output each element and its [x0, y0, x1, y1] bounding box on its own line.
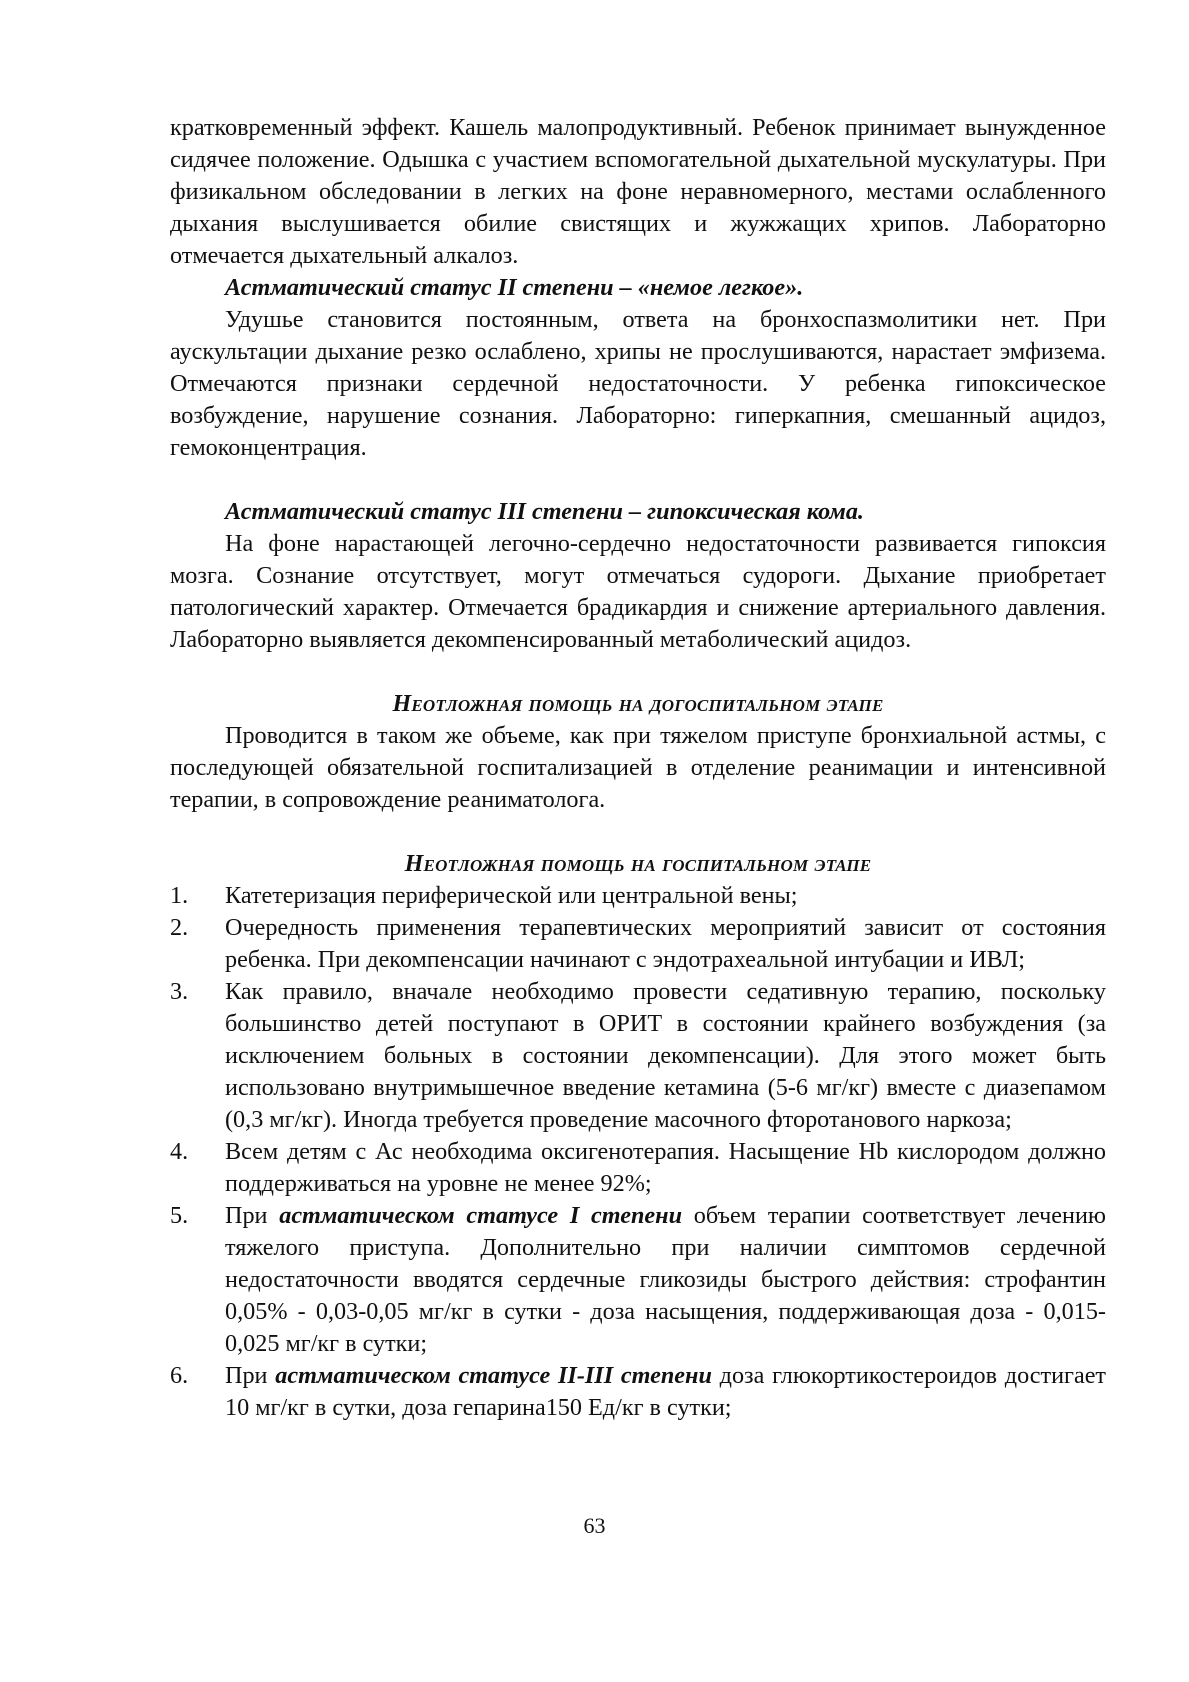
list-item-body: [225, 1200, 1106, 1360]
prehospital-section-title: Неотложная помощь на догоспитальном этапе: [392, 691, 884, 717]
list-item-text: Как правило, вначале необходимо провести седативную терапию, поскольку большинство детей поступают в ОРИТ в состоянии крайнего возбуждения (за исключением больных в состоянии декомпенсации). Для этого может быть использовано внутримышечное введение кетамина (5-6 мг/кг) вместе с диазепамом (0,3 мг/кг). Иногда требуется проведение масочного фторотанового наркоза;: [225, 978, 1106, 1133]
list-item-emphasis: астматическом статусе II-III степени: [275, 1362, 712, 1389]
list-item: [170, 912, 1106, 976]
spacer: [170, 464, 1106, 496]
prehospital-paragraph: Проводится в таком же объеме, как при тяжелом приступе бронхиальной астмы, с последующей обязательной госпитализацией в отделение реанимации и интенсивной терапии, в сопровождение реаниматолога.: [170, 722, 1106, 813]
spacer: [170, 656, 1106, 688]
list-item-emphasis: астматическом статусе I степени: [279, 1202, 683, 1229]
list-item-number: 5.: [170, 1202, 189, 1229]
intro-paragraph: кратковременный эффект. Кашель малопродуктивный. Ребенок принимает вынужденное сидячее положение. Одышка с участием вспомогательной дыхательной мускулатуры. При физикальном обследовании в легких на фоне неравномерного, местами ослабленного дыхания выслушивается обилие свистящих и жужжащих хрипов. Лабораторно отмечается дыхательный алкалоз.: [170, 114, 1106, 269]
hospital-steps-list: [170, 880, 1106, 1424]
list-item: [170, 1200, 1106, 1360]
list-item-text: объем терапии соответствует лечению тяжелого приступа. Дополнительно при наличии симптомов сердечной недостаточности вводятся сердечные гликозиды быстрого действия: строфантин 0,05% - 0,03-0,05 мг/кг в сутки - доза насыщения, поддерживающая доза - 0,015-0,025 мг/кг в сутки;: [225, 1202, 1106, 1357]
list-item-text: Катетеризация периферической или центральной вены;: [225, 882, 798, 909]
list-item-number: 4.: [170, 1138, 189, 1165]
status-3-paragraph: На фоне нарастающей легочно-сердечно недостаточности развивается гипоксия мозга. Сознание отсутствует, могут отмечаться судороги. Дыхание приобретает патологический характер. Отмечается брадикардия и снижение артериального давления. Лабораторно выявляется декомпенсированный метаболический ацидоз.: [170, 530, 1106, 653]
status-2-paragraph: Удушье становится постоянным, ответа на бронхоспазмолитики нет. При аускультации дыхание резко ослаблено, хрипы не прослушиваются, нарастает эмфизема. Отмечаются признаки сердечной недостаточности. У ребенка гипоксическое возбуждение, нарушение сознания. Лабораторно: гиперкапния, смешанный ацидоз, гемоконцентрация.: [170, 306, 1106, 461]
status-2-heading: Астматический статус II степени – «немое легкое».: [225, 274, 804, 301]
page-number: 63: [583, 1513, 606, 1538]
spacer: [170, 816, 1106, 848]
list-item-number: 6.: [170, 1362, 189, 1389]
list-item: [170, 1360, 1106, 1424]
list-item: [170, 1136, 1106, 1200]
list-item-number: 3.: [170, 978, 189, 1005]
list-item-prefix: При: [225, 1362, 276, 1389]
list-item-number: 2.: [170, 914, 189, 941]
list-item-prefix: При: [225, 1202, 280, 1229]
status-3-heading: Астматический статус III степени – гипоксическая кома.: [225, 498, 864, 525]
list-item-text: Очередность применения терапевтических мероприятий зависит от состояния ребенка. При декомпенсации начинают с эндотрахеальной интубации и ИВЛ;: [225, 914, 1106, 973]
list-item-number: 1.: [170, 882, 189, 909]
list-item-text: доза глюкортикостероидов достигает 10 мг/кг в сутки, доза гепарина150 Ед/кг в сутки;: [225, 1362, 1106, 1421]
list-item: [170, 976, 1106, 1136]
hospital-section-title: Неотложная помощь на госпитальном этапе: [404, 851, 872, 877]
list-item-body: [225, 1360, 1106, 1424]
document-page: [170, 112, 1106, 1424]
list-item-text: Всем детям с Ас необходима оксигенотерапия. Насыщение Hb кислородом должно поддерживаться на уровне не менее 92%;: [225, 1138, 1106, 1197]
list-item: [170, 880, 1106, 912]
